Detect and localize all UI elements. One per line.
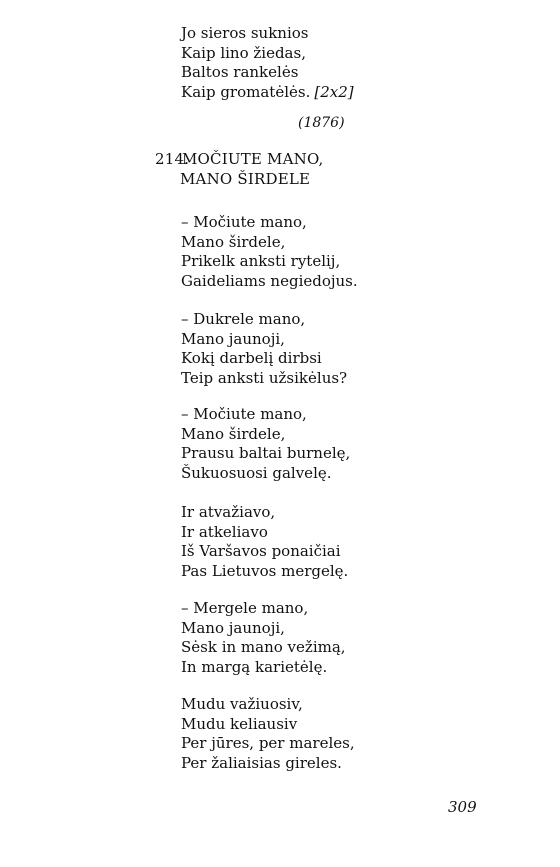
verse-line: Kaip lino žiedas,: [181, 43, 306, 62]
song-title-text-1: MOČIUTE MANO,: [182, 150, 324, 168]
page-number: 309: [448, 798, 477, 816]
verse-line: Baltos rankelės: [181, 63, 299, 81]
verse-line: Per jūres, per mareles,: [181, 734, 355, 752]
verse-line: Mano širdele,: [181, 424, 286, 443]
verse-line: Jo sieros suknios: [181, 24, 309, 42]
verse-line: – Mergele mano,: [181, 599, 309, 617]
song-year: (1876): [298, 115, 345, 131]
verse-line: Mano jaunoji,: [181, 329, 285, 348]
verse-line: Sėsk in mano vežimą,: [181, 638, 346, 656]
verse-line: Gaideliams negiedojus.: [181, 271, 358, 290]
verse-line: [181, 83, 354, 103]
repeat-mark: [2x2]: [314, 82, 354, 101]
verse-line: Teip anksti užsikėlus?: [181, 368, 348, 387]
verse-line: Ir atvažiavo,: [181, 503, 276, 521]
verse-line: Šukuosuosi galvelę.: [181, 463, 332, 482]
song-number: 214.: [155, 150, 190, 168]
verse-line: Mudu važiuosiv,: [181, 695, 303, 713]
verse-line: Kokį darbelį dirbsi: [181, 349, 322, 367]
stanza: [181, 310, 347, 388]
verse-line: Per žaliaisias gireles.: [181, 753, 342, 772]
verse-line: Ir atkeliavo: [181, 522, 268, 541]
previous-song-ending: [181, 24, 354, 102]
stanza: [181, 213, 358, 291]
verse-line: Mano jaunoji,: [181, 618, 285, 637]
verse-line-text: Kaip gromatėlės.: [181, 82, 311, 101]
verse-line: Mudu keliausiv: [181, 714, 298, 733]
song-title-line-1: [155, 150, 324, 170]
verse-line: Prikelk anksti rytelij,: [181, 252, 341, 270]
verse-line: Mano širdele,: [181, 232, 286, 251]
song-title: [155, 150, 324, 189]
verse-line: Prausu baltai burnelę,: [181, 444, 351, 462]
verse-line: – Močiute mano,: [181, 213, 307, 231]
stanza: [181, 599, 346, 677]
verse-line: In margą karietėlę.: [181, 657, 328, 676]
verse-line: – Dukrele mano,: [181, 310, 306, 328]
stanza: [181, 405, 350, 483]
stanza: [181, 695, 355, 773]
verse-line: – Močiute mano,: [181, 405, 307, 423]
verse-line: Pas Lietuvos mergelę.: [181, 561, 349, 580]
stanza: [181, 503, 348, 581]
song-title-line-2: MANO ŠIRDELE: [180, 169, 311, 188]
verse-line: Iš Varšavos ponaičiai: [181, 542, 341, 560]
